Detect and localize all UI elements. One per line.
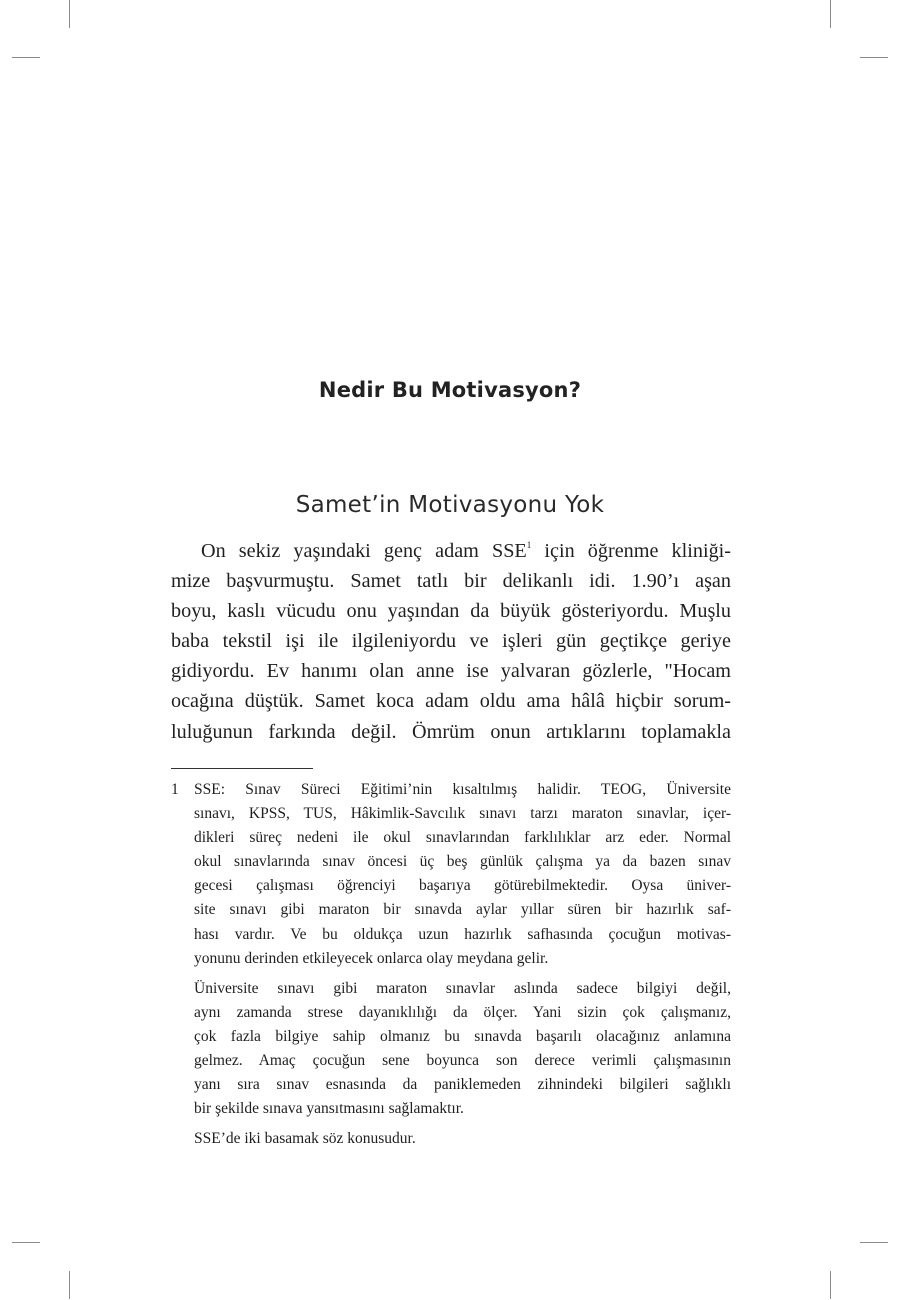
footnote-paragraph (194, 1127, 731, 1151)
crop-mark (860, 57, 888, 58)
body-line: gidiyordu. Ev hanımı olan anne ise yalvaran gözlerle, "Hocam (171, 660, 731, 683)
body-line: ocağına düştük. Samet koca adam oldu ama hâlâ hiçbir sorum- (171, 690, 731, 713)
chapter-title: Nedir Bu Motivasyon? (318, 378, 582, 402)
footnote-paragraph (194, 977, 731, 1122)
body-line (171, 536, 731, 566)
footnote-line: Üniversite sınavı gibi maraton sınavlar aslında sadece bilgiyi değil, (194, 979, 731, 997)
body-line: boyu, kaslı vücudu onu yaşından da büyük gösteriyordu. Muşlu (171, 600, 731, 623)
footnote-line: SSE’de iki basamak söz konusudur. (194, 1130, 416, 1148)
crop-mark (69, 1271, 70, 1299)
body-line-text: On sekiz yaşındaki genç adam SSE (201, 540, 527, 562)
footnote-divider (171, 768, 313, 769)
footnote-line: çok fazla bilgiye sahip olmanız bu sınavda başarılı olacağınız anlamına (194, 1027, 731, 1045)
footnote-line: sınavı, KPSS, TUS, Hâkimlik-Savcılık sınavı tarzı maraton sınavlar, içer- (194, 805, 731, 823)
crop-mark (860, 1242, 888, 1243)
footnote-line: gelmez. Amaç çocuğun sene boyunca son derece verimli çalışmasının (194, 1052, 731, 1070)
footnote (171, 778, 731, 1157)
footnote-line: bir şekilde sınava yansıtmasını sağlamaktır. (194, 1100, 464, 1118)
crop-mark (830, 0, 831, 28)
crop-mark (12, 1242, 40, 1243)
footnote-line: dikleri süreç nedeni ile okul sınavlarından farklılıklar arz eder. Normal (194, 829, 731, 847)
footnote-line: SSE: Sınav Süreci Eğitimi’nin kısaltılmış halidir. TEOG, Üniversite (194, 781, 731, 798)
footnote-line: hası vardır. Ve bu oldukça uzun hazırlık safhasında çocuğun motivas- (194, 925, 731, 943)
body-line-text: için öğrenme kliniği- (531, 540, 731, 562)
crop-mark (830, 1271, 831, 1299)
crop-mark (69, 0, 70, 28)
footnote-body (194, 778, 731, 1151)
footnote-line: yonunu derinden etkileyecek onlarca olay meydana gelir. (194, 949, 549, 967)
footnote-reference: 1 (526, 540, 532, 550)
footnote-line: gecesi çalışması öğrenciyi başarıya götürebilmektedir. Oysa üniver- (194, 877, 731, 895)
footnote-line: site sınavı gibi maraton bir sınavda aylar yıllar süren bir hazırlık saf- (194, 901, 731, 919)
body-line: baba tekstil işi ile ilgileniyordu ve işleri gün geçtikçe geriye (171, 630, 731, 653)
body-text (171, 536, 731, 747)
footnote-line: okul sınavlarında sınav öncesi üç beş günlük çalışma ya da bazen sınav (194, 853, 731, 871)
footnote-paragraph (194, 778, 731, 971)
crop-mark (12, 57, 40, 58)
body-line: mize başvurmuştu. Samet tatlı bir delikanlı idi. 1.90’ı aşan (171, 570, 731, 593)
footnote-number: 1 (171, 781, 179, 798)
footnote-line: yanı sıra sınav esnasında da paniklemeden zihnindeki bilgileri sağlıklı (194, 1076, 731, 1094)
section-title: Samet’in Motivasyonu Yok (295, 492, 605, 518)
body-line: luluğunun farkında değil. Ömrüm onun artıklarını toplamakla (171, 720, 731, 743)
footnote-line: aynı zamanda strese dayanıklılığı da ölçer. Yani sizin çok çalışmanız, (194, 1003, 731, 1021)
